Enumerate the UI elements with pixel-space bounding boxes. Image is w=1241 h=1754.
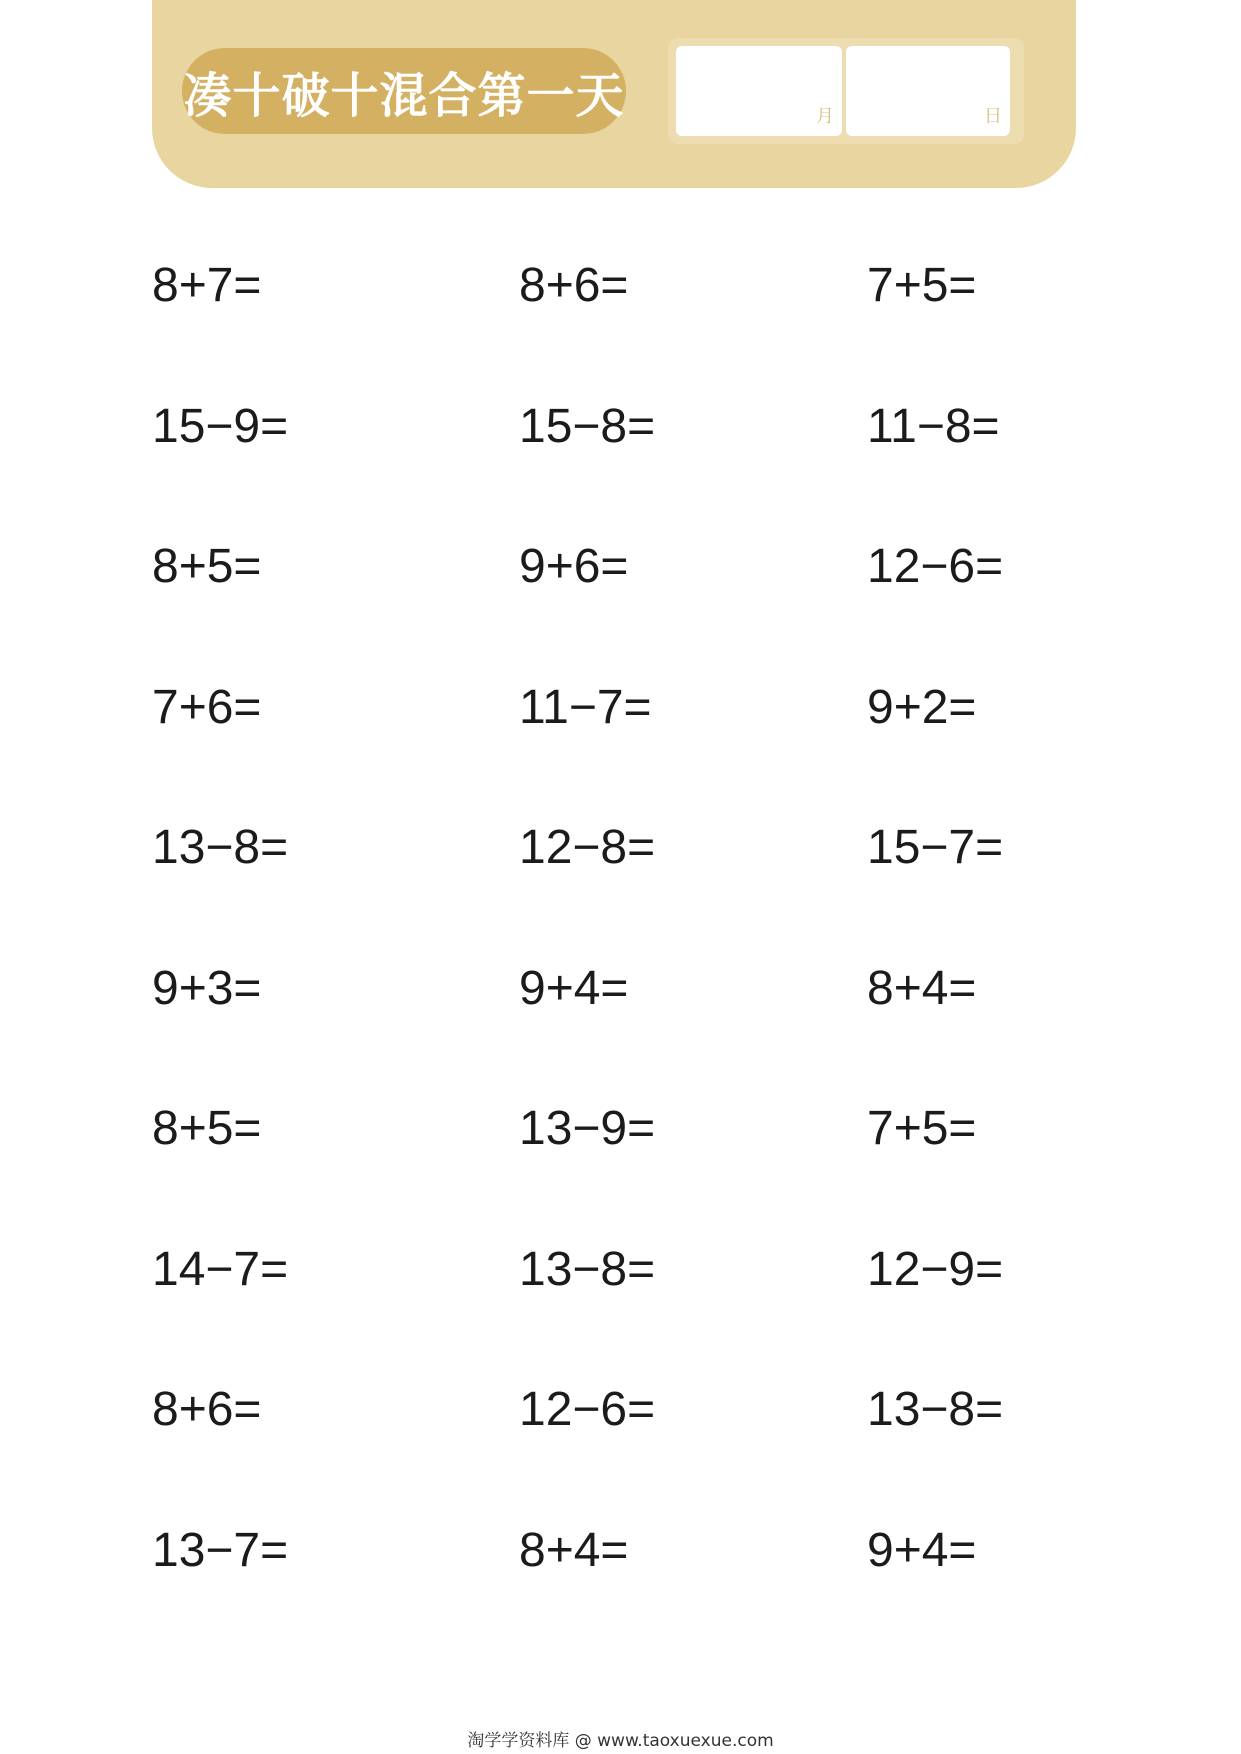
math-problem: 15−7= xyxy=(867,821,1004,874)
math-problem: 8+7= xyxy=(152,259,262,312)
math-problem: 8+6= xyxy=(519,259,629,312)
math-problem: 7+5= xyxy=(867,259,977,312)
math-problem: 7+5= xyxy=(867,1102,977,1155)
math-problem: 13−9= xyxy=(519,1102,656,1155)
math-problem: 7+6= xyxy=(152,681,262,734)
math-problem: 12−9= xyxy=(867,1243,1004,1296)
math-problem: 8+4= xyxy=(867,962,977,1015)
footer-watermark: 淘学学资料库 @ www.taoxuexue.com xyxy=(467,1731,774,1751)
math-problem: 8+5= xyxy=(152,540,262,593)
math-problem: 13−8= xyxy=(867,1383,1004,1436)
math-problem: 8+6= xyxy=(152,1383,262,1436)
day-label: 日 xyxy=(984,106,1002,127)
math-problem: 9+3= xyxy=(152,962,262,1015)
math-problem: 11−8= xyxy=(867,400,1000,453)
month-label: 月 xyxy=(816,106,834,127)
math-problem: 12−6= xyxy=(867,540,1004,593)
math-problem: 8+5= xyxy=(152,1102,262,1155)
math-problem: 9+2= xyxy=(867,681,977,734)
math-problem: 13−8= xyxy=(152,821,289,874)
math-problem: 12−6= xyxy=(519,1383,656,1436)
math-problem: 15−8= xyxy=(519,400,656,453)
math-problem: 15−9= xyxy=(152,400,289,453)
page-title: 凑十破十混合第一天 xyxy=(183,67,625,124)
math-problem: 13−8= xyxy=(519,1243,656,1296)
math-problem: 11−7= xyxy=(519,681,652,734)
math-problem: 9+4= xyxy=(867,1524,977,1577)
math-problem: 9+6= xyxy=(519,540,629,593)
math-problem: 13−7= xyxy=(152,1524,289,1577)
math-problem: 12−8= xyxy=(519,821,656,874)
math-problem: 14−7= xyxy=(152,1243,289,1296)
math-problem: 9+4= xyxy=(519,962,629,1015)
math-problem: 8+4= xyxy=(519,1524,629,1577)
